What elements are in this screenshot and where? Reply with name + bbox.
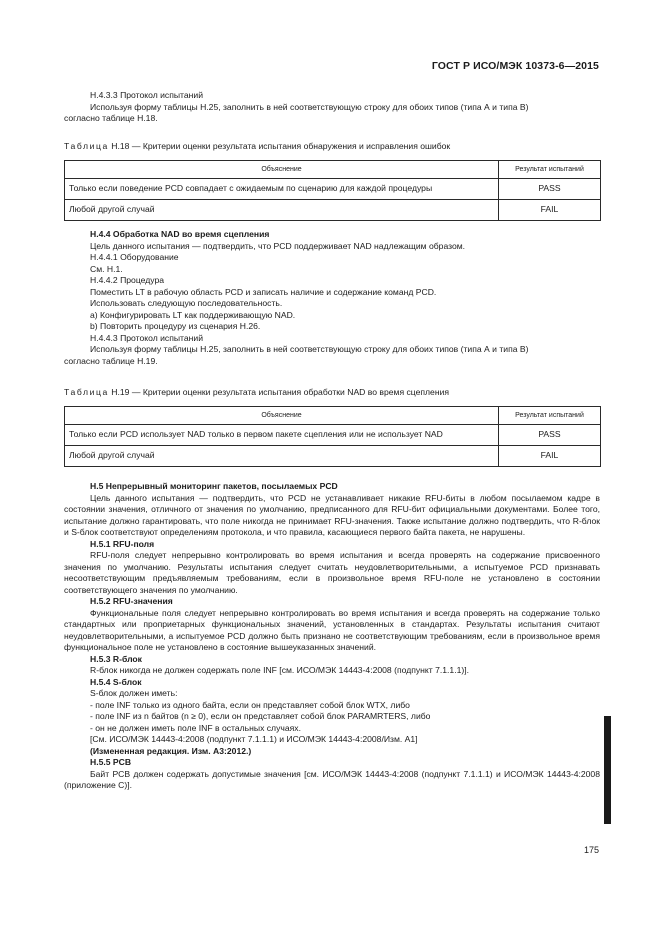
result-cell: FAIL — [499, 446, 601, 467]
monitoring-section — [64, 481, 600, 792]
reference-line: [См. ИСО/МЭК 14443-4:2008 (подпункт 7.1.1.1) и ИСО/МЭК 14443-4:2008/Изм. А1] — [90, 734, 418, 744]
standard-header: ГОСТ Р ИСО/МЭК 10373-6—2015 — [431, 60, 599, 72]
list-item: а) Конфигурировать LT как поддерживающую NAD. — [90, 309, 296, 320]
column-header-result: Результат испытаний — [499, 161, 601, 179]
paragraph-line: Цель данного испытания — подтвердить, что PCD поддерживает NAD надлежащим образом. — [90, 240, 466, 251]
paragraph-line: Поместить LT в рабочую область PCD и записать наличие и содержание команд PCD. — [90, 286, 437, 297]
paragraph-line: Использовать следующую последовательность. — [90, 298, 283, 308]
nad-section — [64, 229, 600, 367]
subsection-heading: Н.5.5 PCB — [90, 757, 132, 767]
subsection-heading: Н.4.4.2 Процедура — [90, 275, 165, 285]
table-row — [65, 425, 601, 446]
list-item: - поле INF только из одного байта, если он представляет собой блок WTX, либо — [90, 699, 410, 710]
table-row — [65, 200, 601, 221]
result-cell: FAIL — [499, 200, 601, 221]
paragraph-line: R-блок никогда не должен содержать поле INF [см. ИСО/МЭК 14443-4:2008 (подпункт 7.1.1.1)]. — [90, 665, 470, 675]
list-item: - поле INF из n байтов (n ≥ 0), если он представляет собой блок PARAMRTERS, либо — [90, 711, 431, 721]
subsection-heading: Н.5.1 RFU-поля — [90, 538, 155, 549]
result-cell: PASS — [499, 179, 601, 200]
list-item: b) Повторить процедуру из сценария Н.26. — [90, 321, 261, 331]
caption-text: Н.18 — Критерии оценки результата испытания обнаружения и исправления ошибок — [111, 141, 451, 151]
explanation-cell: Только если поведение PCD совпадает с ожидаемым по сценарию для каждой процедуры — [65, 179, 499, 200]
paragraph-line: Используя форму таблицы Н.25, заполнить в ней соответствующую строку для обоих типов (типа А и типа В) — [90, 344, 529, 354]
explanation-cell: Любой другой случай — [65, 446, 499, 467]
caption-label: Таблица — [64, 387, 109, 397]
table-row — [65, 446, 601, 467]
table-row — [65, 179, 601, 200]
paragraph-line: согласно таблице Н.18. — [64, 113, 158, 123]
explanation-cell: Любой другой случай — [65, 200, 499, 221]
table-18-caption — [64, 141, 450, 153]
amendment-margin-bar — [604, 716, 611, 824]
amendment-note: (Измененная редакция. Изм. А3:2012.) — [90, 745, 252, 756]
table-19-caption — [64, 387, 449, 399]
page-number: 175 — [583, 845, 599, 855]
subsection-heading: Н.4.4.3 Протокол испытаний — [90, 332, 204, 343]
subsection-heading: Н.5.2 RFU-значения — [90, 596, 173, 606]
paragraph: Цель данного испытания — подтвердить, что PCD не устанавливает никакие RFU-биты в любом посылаемом кадре в состоянии значения, отличного от значения по умолчанию, предписанного для RFU-бит официальными документами. Более того, испытание должно гарантировать, что поле никогда не принимает RFU-значения. Также испытание должно подтвердить, что R-блок и S-блок соответствуют определениям протокола, и что правила, касающиеся первого байта пакета, не нарушены. — [64, 492, 600, 537]
list-item: - он не должен иметь поле INF в остальных случаях. — [90, 722, 301, 733]
table-header-row — [65, 161, 601, 179]
column-header-result: Результат испытаний — [499, 407, 601, 425]
result-cell: PASS — [499, 425, 601, 446]
subsection-heading: Н.4.4.1 Оборудование — [90, 252, 179, 262]
column-header-explanation: Объяснение — [65, 407, 499, 425]
table-header-row — [65, 407, 601, 425]
column-header-explanation: Объяснение — [65, 161, 499, 179]
paragraph-line: Используя форму таблицы Н.25, заполнить в ней соответствующую строку для обоих типов (типа А и типа В) — [90, 101, 529, 112]
paragraph-line: S-блок должен иметь: — [90, 688, 178, 698]
table-18 — [64, 160, 601, 221]
top-section — [64, 90, 600, 125]
caption-label: Таблица — [64, 141, 109, 151]
caption-text: Н.19 — Критерии оценки результата испытания обработки NAD во время сцепления — [111, 387, 450, 397]
paragraph-line: согласно таблице Н.19. — [64, 355, 158, 366]
paragraph: RFU-поля следует непрерывно контролировать во время испытания и всегда проверять на содержание присвоенного значения по умолчанию. Результаты испытания следует считать неудовлетворительными, а испытуемое PCD признавать несоответствующим предъявляемым требованиям, если в произвольное время RFU-поле не установлено в состоянии соответствующего значения по умолчанию. — [64, 550, 600, 595]
paragraph: Байт PCB должен содержать допустимые значения [см. ИСО/МЭК 14443-4:2008 (подпункт 7.1.1.1) и ИСО/МЭК 14443-4:2008 (приложение С)]. — [64, 768, 600, 790]
paragraph-line: См. Н.1. — [90, 263, 123, 274]
subsection-heading: Н.5.3 R-блок — [90, 653, 142, 664]
subsection-heading: Н.4.3.3 Протокол испытаний — [90, 90, 204, 100]
paragraph: Функциональные поля следует непрерывно контролировать во время испытания и всегда проверять на содержание только стандартных или проприетарных функциональных значений, установленных в стандартах. Результаты испытания считают неудовлетворительными, а испытуемое PCD должно быть признано не соответствующим требованиям, если в произвольное время функциональное поле не установлено в состояние вышеуказанных значений. — [64, 607, 600, 652]
explanation-cell: Только если PCD использует NAD только в первом пакете сцепления или не использует NAD — [65, 425, 499, 446]
section-heading: Н.4.4 Обработка NAD во время сцепления — [90, 229, 270, 239]
subsection-heading: Н.5.4 S-блок — [90, 676, 142, 687]
section-heading: Н.5 Непрерывный мониторинг пакетов, посылаемых PCD — [90, 481, 338, 491]
table-19 — [64, 406, 601, 467]
